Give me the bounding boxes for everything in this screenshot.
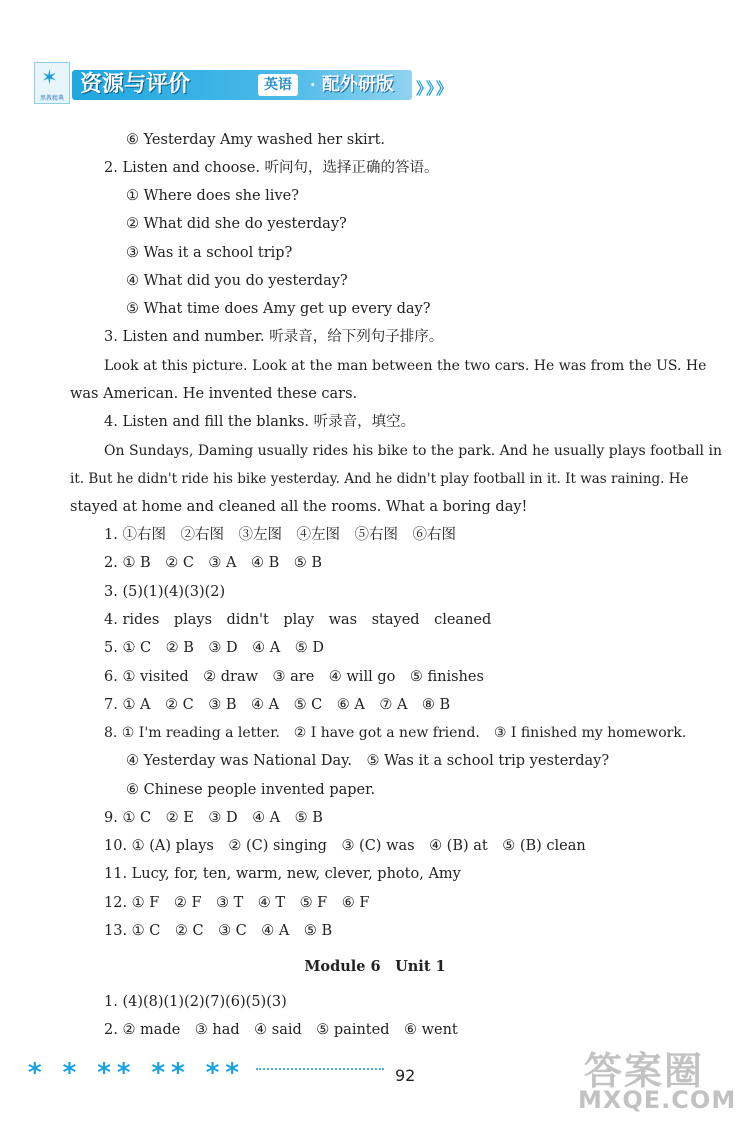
text-line: ⑥ Chinese people invented paper. [126, 782, 376, 798]
chevron-decoration-icon: 》》》 [416, 79, 455, 98]
text-line: On Sundays, Daming usually rides his bike to the park. And he usually plays football in [104, 443, 722, 459]
subject-label: 英语 [258, 74, 298, 96]
title-banner [72, 70, 412, 100]
watermark [578, 1040, 738, 1120]
edition-label: 配外研版 [322, 74, 394, 95]
text-line: 4. Listen and fill the blanks. 听录音，填空。 [104, 414, 416, 430]
text-line: 13. ① C ② C ③ C ④ A ⑤ B [104, 923, 333, 939]
text-line: ④ Yesterday was National Day. ⑤ Was it a school trip yesterday? [126, 753, 610, 769]
watermark-logo-text: 答案圈 [584, 1049, 705, 1093]
text-line: 9. ① C ② E ③ D ④ A ⑤ B [104, 810, 323, 826]
text-line: was American. He invented these cars. [70, 386, 358, 402]
text-line: 4. rides plays didn't play was stayed cleaned [104, 612, 492, 628]
text-line: 11. Lucy, for, ten, warm, new, clever, photo, Amy [104, 866, 461, 882]
dotted-divider [256, 1068, 384, 1070]
text-line: ③ Was it a school trip? [126, 245, 293, 261]
publisher-logo [34, 62, 70, 104]
series-title: 资源与评价 [80, 72, 191, 97]
text-line: 2. ① B ② C ③ A ④ B ⑤ B [104, 555, 323, 571]
text-line: ⑤ What time does Amy get up every day? [126, 301, 431, 317]
text-line: ① Where does she live? [126, 188, 299, 204]
text-line: 3. Listen and number. 听录音，给下列句子排序。 [104, 329, 444, 345]
text-line: 5. ① C ② B ③ D ④ A ⑤ D [104, 640, 324, 656]
text-line: 6. ① visited ② draw ③ are ④ will go ⑤ finishes [104, 669, 484, 685]
watermark-url: MXQE.COM [578, 1086, 737, 1114]
text-line: 7. ① A ② C ③ B ④ A ⑤ C ⑥ A ⑦ A ⑧ B [104, 697, 451, 713]
star-decoration-icon: * * ** ** ** [28, 1058, 245, 1088]
text-line: 1. (4)(8)(1)(2)(7)(6)(5)(3) [104, 994, 287, 1010]
text-line: 1. ①右图 ②右图 ③左图 ④左图 ⑤右图 ⑥右图 [104, 527, 456, 543]
text-line: 3. (5)(1)(4)(3)(2) [104, 584, 226, 600]
star-logo-icon: ✶ [41, 65, 58, 89]
text-line: stayed at home and cleaned all the rooms. What a boring day! [70, 499, 528, 515]
text-line: 2. Listen and choose. 听问句，选择正确的答语。 [104, 160, 439, 176]
text-line: it. But he didn't ride his bike yesterday. And he didn't play football in it. It was raining. He [70, 471, 689, 487]
logo-text: 黑教精典 [39, 95, 64, 102]
page-number: 92 [395, 1066, 416, 1085]
text-line: ④ What did you do yesterday? [126, 273, 348, 289]
text-line: ② What did she do yesterday? [126, 216, 347, 232]
text-line: 10. ① (A) plays ② (C) singing ③ (C) was ④ (B) at ⑤ (B) clean [104, 838, 586, 854]
text-line: Look at this picture. Look at the man between the two cars. He was from the US. He [104, 358, 707, 374]
page-header [30, 58, 455, 110]
separator-dot: · [310, 75, 316, 94]
text-line: 12. ① F ② F ③ T ④ T ⑤ F ⑥ F [104, 895, 370, 911]
section-heading: Module 6 Unit 1 [304, 958, 446, 975]
text-line: 8. ① I'm reading a letter. ② I have got a new friend. ③ I finished my homework. [104, 725, 687, 741]
text-line: ⑥ Yesterday Amy washed her skirt. [126, 132, 386, 148]
text-line: 2. ② made ③ had ④ said ⑤ painted ⑥ went [104, 1022, 458, 1038]
